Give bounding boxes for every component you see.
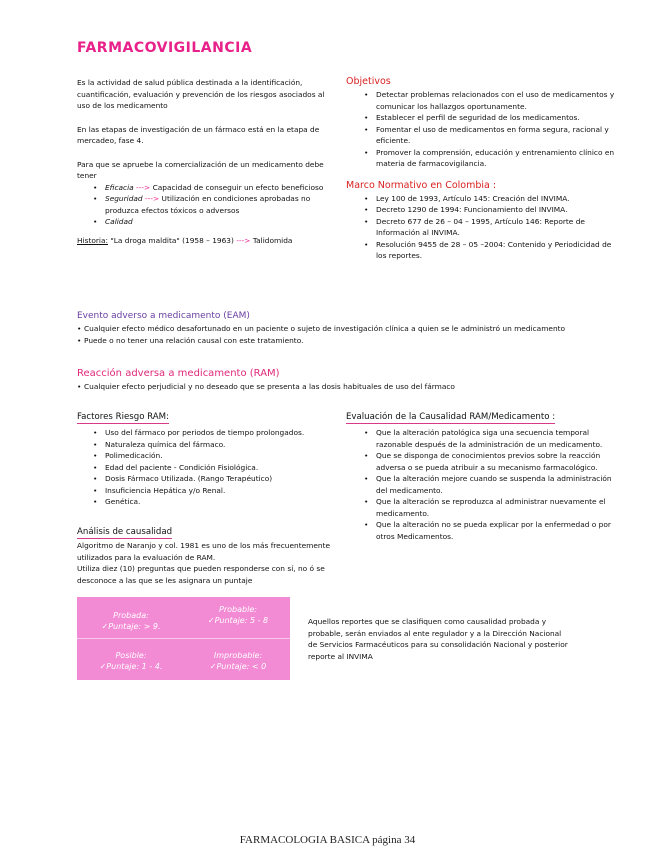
factor-item: • Naturaleza química del fármaco. xyxy=(93,439,339,451)
evaluacion-item: • Que la alteración patológica siga una secuencia temporal razonable después de la administración de un medicamento. xyxy=(364,427,618,450)
analisis-heading: Análisis de causalidad xyxy=(77,527,173,537)
marco-item: • Decreto 677 de 26 – 04 – 1995, Artículo 146: Reporte de Información al INVIMA. xyxy=(364,216,616,239)
score-probable: Probable: ✓Puntaje: 5 - 8 xyxy=(207,605,269,625)
eam-section xyxy=(77,311,617,346)
evaluacion-item: • Que la alteración mejore cuando se suspenda la administración del medicamento. xyxy=(364,473,618,496)
eam-item: • Puede o no tener una relación causal con este tratamiento. xyxy=(77,335,617,347)
criteria-item: • Calidad xyxy=(93,216,332,228)
objetivo-item: • Establecer el perfil de seguridad de los medicamentos. xyxy=(364,112,616,124)
intro-section xyxy=(77,77,332,246)
factores-heading: Factores Riesgo RAM: xyxy=(77,412,169,422)
marco-list xyxy=(364,193,616,262)
causality-score-grid xyxy=(77,597,290,680)
objetivos-heading: Objetivos xyxy=(346,76,391,87)
eam-heading: Evento adverso a medicamento (EAM) xyxy=(77,311,250,321)
ram-item: • Cualquier efecto perjudicial y no deseado que se presenta a las dosis habituales de uso del fármaco xyxy=(77,381,617,393)
factor-item: • Polimedicación. xyxy=(93,450,339,462)
objetivo-item: • Promover la comprensión, educación y entrenamiento clínico en materia de farmacovigilancia. xyxy=(364,147,616,170)
marco-item: • Decreto 1290 de 1994: Funcionamiento del INVIMA. xyxy=(364,204,616,216)
grid-divider xyxy=(77,638,290,639)
score-posible: Posible: ✓Puntaje: 1 - 4. xyxy=(99,651,163,671)
page-footer: FARMACOLOGIA BASICA página 34 xyxy=(239,834,416,846)
objetivos-list xyxy=(364,89,616,170)
history-line: Historia: "La droga maldita" (1958 – 1963) ---> Talidomida xyxy=(77,235,293,245)
factor-item: • Insuficiencia Hepática y/o Renal. xyxy=(93,485,339,497)
evaluacion-section xyxy=(346,404,618,542)
reportes-text: Aquellos reportes que se clasifiquen como causalidad probada y probable, serán enviados al ente regulador y a la Dirección Nacional de Servicios Farmacéuticos para su consolidación Nacional y posterior reporte al INVIMA xyxy=(308,617,568,661)
criteria-list xyxy=(93,182,332,228)
evaluacion-list xyxy=(364,427,618,542)
criteria-item: • Seguridad ---> Utilización en condiciones aprobadas no produzca efectos tóxicos o adversos xyxy=(93,193,332,216)
factor-item: • Dosis Fármaco Utilizada. (Rango Terapéutico) xyxy=(93,473,339,485)
criteria-item: • Eficacia ---> Capacidad de conseguir un efecto beneficioso xyxy=(93,182,332,194)
ram-list xyxy=(77,381,617,393)
marco-item: • Ley 100 de 1993, Artículo 145: Creación del INVIMA. xyxy=(364,193,616,205)
factores-section xyxy=(77,404,339,508)
eam-list xyxy=(77,323,617,346)
analisis-naranjo: Algoritmo de Naranjo y col. 1981 es uno de los más frecuentemente utilizados para la evaluación de RAM. xyxy=(77,541,331,562)
eam-item: • Cualquier efecto médico desafortunado en un paciente o sujeto de investigación clínica a quien se le administró un medicamento xyxy=(77,323,617,335)
factor-item: • Edad del paciente - Condición Fisiológica. xyxy=(93,462,339,474)
evaluacion-item: • Que se disponga de conocimientos previos sobre la reacción adversa o se pueda atribuir a su mecanismo farmacológico. xyxy=(364,450,618,473)
analisis-preguntas: Utiliza diez (10) preguntas que pueden responderse con sí, no ó se desconoce a las que se les asignara un puntaje xyxy=(77,564,325,585)
evaluacion-item: • Que la alteración se reproduzca al administrar nuevamente el medicamento. xyxy=(364,496,618,519)
factor-item: • Uso del fármaco por periodos de tiempo prolongados. xyxy=(93,427,339,439)
score-improbable: Improbable: ✓Puntaje: < 0 xyxy=(209,651,267,671)
factor-item: • Genética. xyxy=(93,496,339,508)
objetivo-item: • Fomentar el uso de medicamentos en forma segura, racional y eficiente. xyxy=(364,124,616,147)
factores-list xyxy=(93,427,339,508)
marco-item: • Resolución 9455 de 28 – 05 –2004: Contenido y Periodicidad de los reportes. xyxy=(364,239,616,262)
intro-definition: Es la actividad de salud pública destinada a la identificación, cuantificación, evaluación y prevención de los riesgos asociados al uso de los medicamento xyxy=(77,78,325,110)
intro-phase: En las etapas de investigación de un fármaco está en la etapa de mercadeo, fase 4. xyxy=(77,124,320,145)
page-title: FARMACOVIGILANCIA xyxy=(77,40,253,56)
objetivo-item: • Detectar problemas relacionados con el uso de medicamentos y comunicar los hallazgos oportunamente. xyxy=(364,89,616,112)
intro-approval: Para que se apruebe la comercialización de un medicamento debe tener xyxy=(77,159,324,180)
ram-heading: Reacción adversa a medicamento (RAM) xyxy=(77,368,280,379)
objetivos-section xyxy=(346,76,616,262)
analisis-section xyxy=(77,519,339,586)
ram-section xyxy=(77,368,617,393)
evaluacion-item: • Que la alteración no se pueda explicar por la enfermedad o por otros Medicamentos. xyxy=(364,519,618,542)
score-probada: Probada: ✓Puntaje: > 9. xyxy=(101,611,161,631)
evaluacion-heading: Evaluación de la Causalidad RAM/Medicamento : xyxy=(346,412,556,422)
marco-heading: Marco Normativo en Colombia : xyxy=(346,179,497,191)
